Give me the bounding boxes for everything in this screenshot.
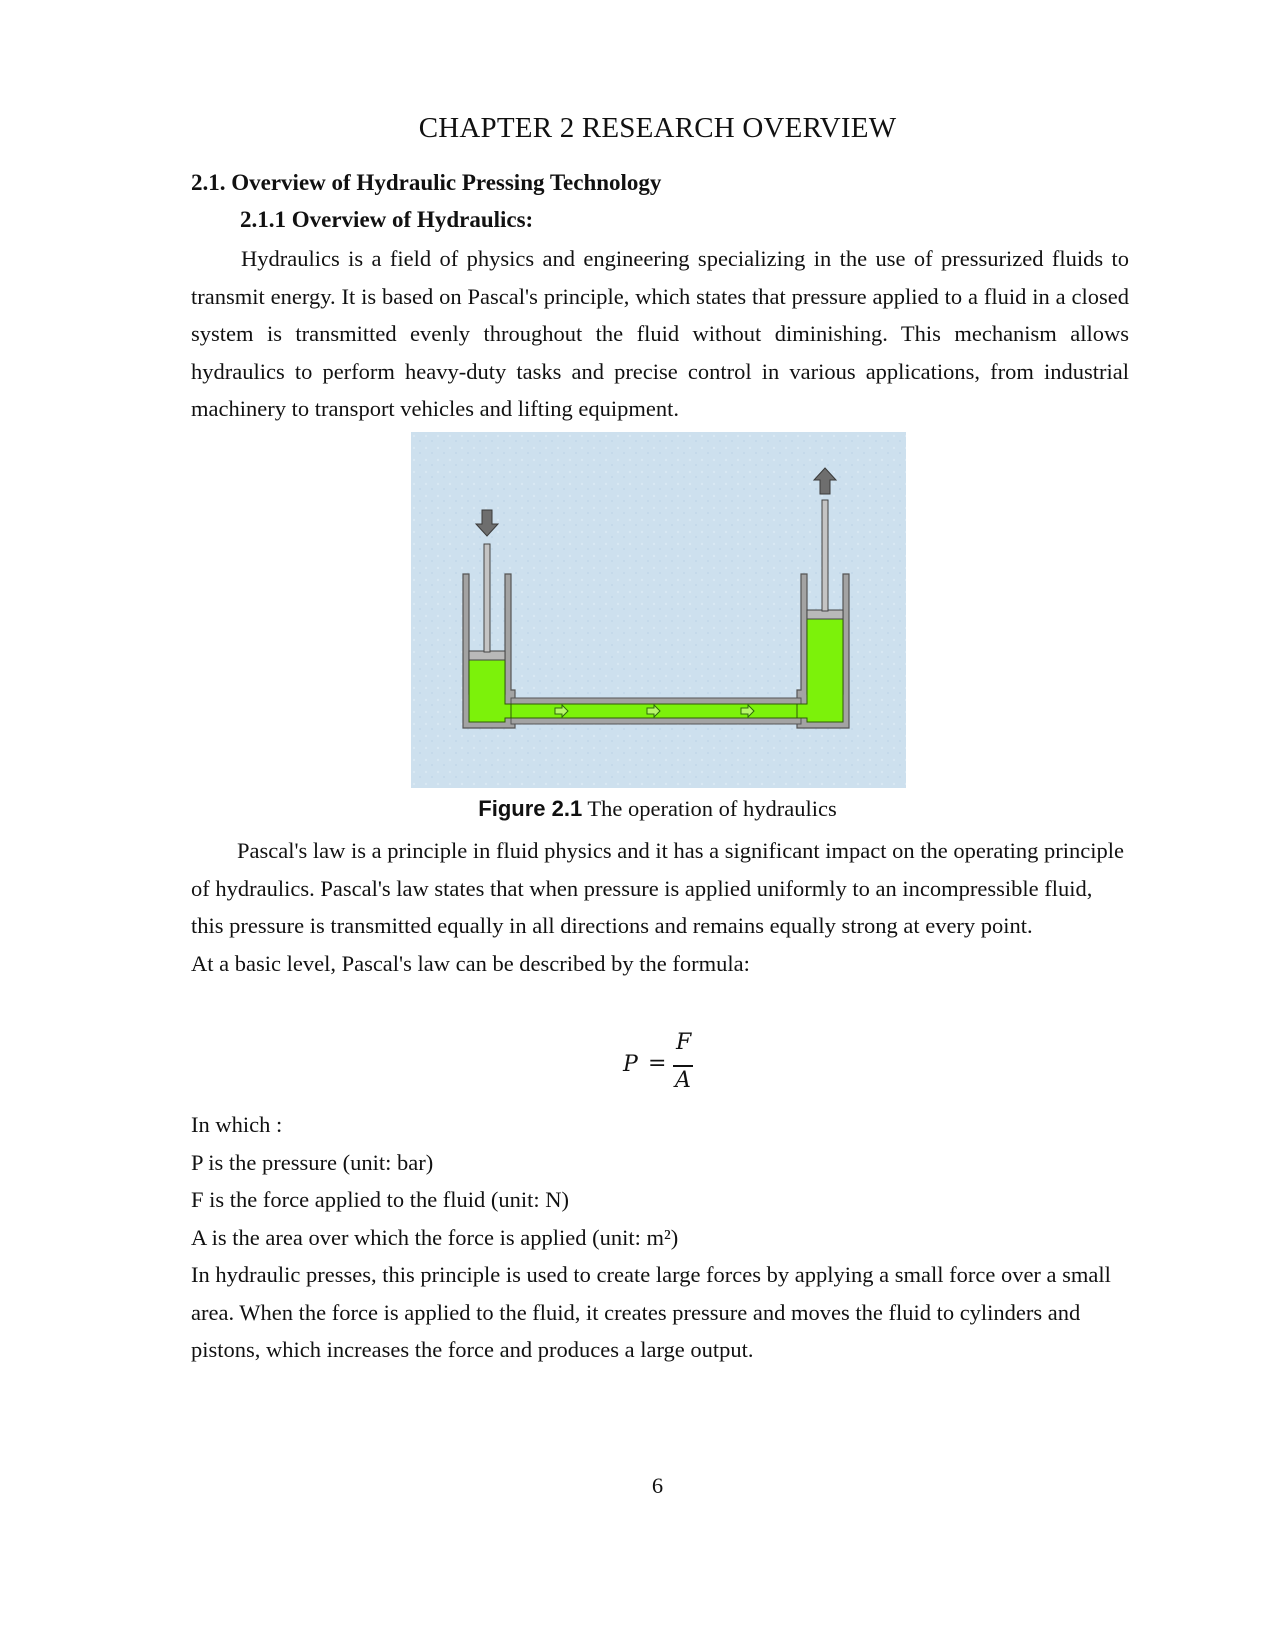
figure-caption-text: The operation of hydraulics bbox=[582, 796, 837, 821]
figure-label: Figure 2.1 bbox=[478, 796, 583, 821]
chapter-title: CHAPTER 2 RESEARCH OVERVIEW bbox=[418, 112, 897, 144]
hydraulics-diagram bbox=[411, 432, 906, 788]
subsection-heading: 2.1.1 Overview of Hydraulics: bbox=[240, 207, 534, 232]
formula-numerator: F bbox=[676, 1030, 692, 1055]
formula-fraction-bar bbox=[673, 1065, 693, 1067]
formula-equals: = bbox=[648, 1051, 667, 1076]
paragraph-hydraulic-presses: In hydraulic presses, this principle is used to create large forces by applying a small force over a small area. When the force is applied to the fluid, it creates pressure and moves the fluid to cylinders and pistons, which increases the force and produces a large output. bbox=[191, 1262, 1111, 1362]
formula-denominator: A bbox=[675, 1068, 691, 1093]
pipe-top-wall bbox=[511, 698, 801, 704]
paragraph-text: Hydraulics is a field of physics and engineering specializing in the use of pressurized fluids to transmit energy. It is based on Pascal's principle, which states that pressure applied to a fluid in a closed system is transmitted evenly throughout the fluid without diminishing. This mechanism allows hydraulics to perform heavy-duty tasks and precise control in various applications, from industrial machinery to transport vehicles and lifting equipment. bbox=[191, 246, 1129, 421]
paragraph-pascals-law bbox=[191, 832, 1129, 982]
section-heading: 2.1. Overview of Hydraulic Pressing Technology bbox=[191, 170, 662, 195]
formula-lhs: P bbox=[623, 1052, 638, 1077]
page-number: 6 bbox=[651, 1473, 664, 1498]
definitions-intro: In which : bbox=[191, 1112, 283, 1137]
figure-caption bbox=[0, 796, 1275, 822]
pascal-formula bbox=[620, 1030, 720, 1100]
hydraulics-figure-image bbox=[411, 432, 906, 788]
definition-force: F is the force applied to the fluid (unit: N) bbox=[191, 1187, 570, 1212]
definition-area: A is the area over which the force is applied (unit: m²) bbox=[191, 1224, 679, 1250]
definitions-block bbox=[191, 1106, 1129, 1369]
pipe-bottom-wall bbox=[511, 718, 801, 724]
left-piston-rod bbox=[484, 544, 490, 652]
paragraph-hydraulics-overview bbox=[191, 240, 1129, 428]
paragraph-formula-intro: At a basic level, Pascal's law can be described by the formula: bbox=[191, 950, 750, 976]
paragraph-text: Pascal's law is a principle in fluid physics and it has a significant impact on the operating principle of hydraulics. Pascal's law states that when pressure is applied uniformly to an incompressible fluid, this pressure is transmitted equally in all directions and remains equally strong at every point. bbox=[191, 838, 1124, 938]
right-piston-rod bbox=[822, 500, 828, 611]
definition-pressure: P is the pressure (unit: bar) bbox=[191, 1149, 434, 1175]
